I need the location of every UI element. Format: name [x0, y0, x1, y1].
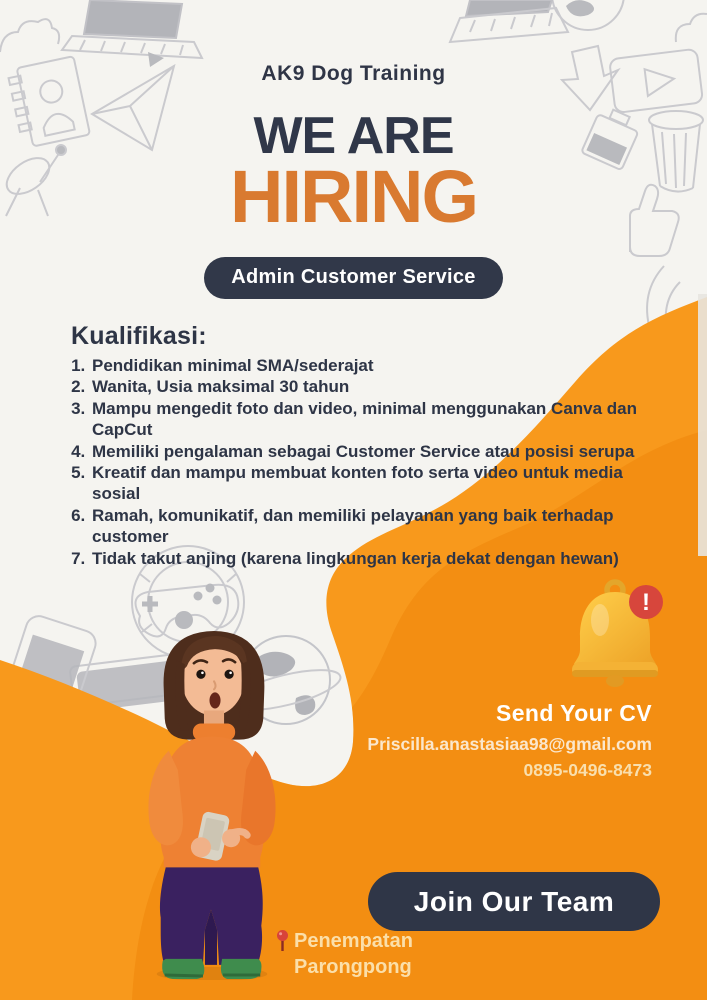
woman-with-phone-illustration [136, 626, 288, 980]
laptop-icon [62, 0, 202, 58]
location-line1: Penempatan [294, 930, 413, 952]
location-block [276, 928, 413, 980]
qualification-item: 7. Tidak takut anjing (karena lingkungan kerja dekat dengan hewan) [90, 548, 659, 569]
contact-email[interactable]: Priscilla.anastasiaa98@gmail.com [367, 734, 652, 754]
send-cv-heading: Send Your CV [495, 700, 652, 726]
qualifications-heading: Kualifikasi: [71, 322, 207, 350]
location-pin-icon [276, 930, 289, 952]
qualification-item: 1. Pendidikan minimal SMA/sederajat [90, 355, 659, 376]
svg-text:!: ! [642, 589, 650, 616]
qualification-item: 2. Wanita, Usia maksimal 30 tahun [90, 376, 659, 397]
company-name: AK9 Dog Training [261, 62, 446, 85]
qualification-item: 4. Memiliki pengalaman sebagai Customer Service atau posisi serupa [90, 441, 659, 462]
notification-badge-icon [629, 585, 663, 619]
cloud-icon [0, 19, 59, 52]
qualification-item: 5. Kreatif dan mampu membuat konten foto serta video untuk media sosial [90, 462, 659, 505]
laptop-icon [450, 0, 568, 42]
bell-notification-icon [568, 576, 668, 688]
join-our-team-button[interactable]: Join Our Team [368, 872, 660, 931]
cloud-icon [676, 14, 707, 42]
contact-phone[interactable]: 0895-0496-8473 [523, 760, 652, 780]
edge-strip [698, 294, 707, 556]
position-badge: Admin Customer Service [204, 257, 502, 299]
headline-hiring: HIRING [230, 155, 477, 238]
qualification-item: 3. Mampu mengedit foto dan video, minimal menggunakan Canva dan CapCut [90, 398, 659, 441]
qualification-item: 6. Ramah, komunikatif, dan memiliki pelayanan yang baik terhadap customer [90, 505, 659, 548]
location-line2: Parongpong [294, 956, 412, 978]
headline-we-are: WE ARE [253, 107, 454, 165]
globe-icon [552, 0, 624, 30]
position-badge-container [0, 257, 707, 299]
contact-block [367, 700, 652, 781]
qualifications-list [71, 355, 659, 569]
